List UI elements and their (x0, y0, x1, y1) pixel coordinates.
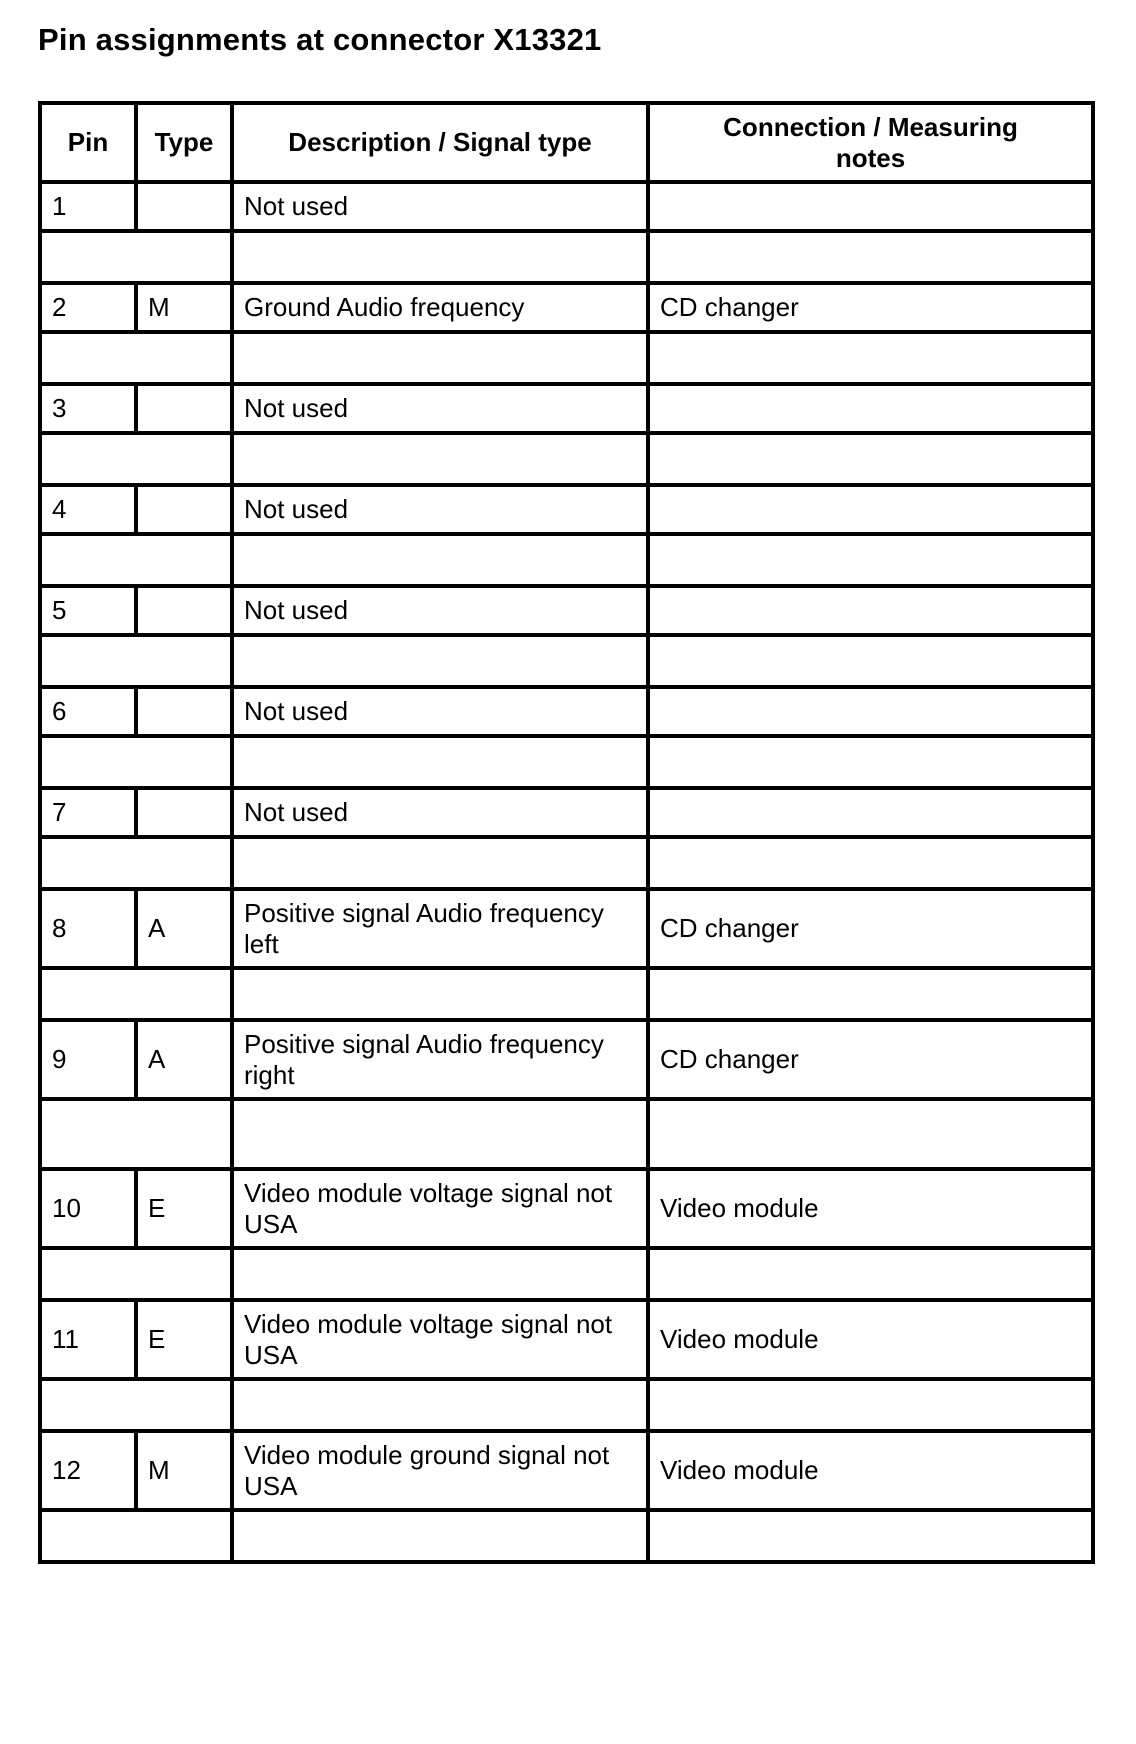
pin-cell: 5 (40, 586, 136, 635)
description-cell: Video module ground signal not USA (232, 1431, 648, 1510)
pin-cell: 1 (40, 182, 136, 231)
connection-cell (648, 182, 1093, 231)
type-cell: E (136, 1169, 232, 1248)
spacer-cell (40, 736, 232, 788)
description-cell: Ground Audio frequency (232, 283, 648, 332)
pin-cell: 12 (40, 1431, 136, 1510)
table-row (40, 182, 1093, 231)
pin-cell: 2 (40, 283, 136, 332)
description-cell: Video module voltage signal not USA (232, 1169, 648, 1248)
table-header-row (40, 103, 1093, 182)
spacer-cell (40, 534, 232, 586)
spacer-cell (232, 1379, 648, 1431)
connection-cell (648, 687, 1093, 736)
description-cell: Not used (232, 182, 648, 231)
description-cell: Not used (232, 788, 648, 837)
page-title: Pin assignments at connector X13321 (38, 22, 602, 57)
spacer-row (40, 837, 1093, 889)
pin-cell: 6 (40, 687, 136, 736)
type-cell (136, 485, 232, 534)
connection-cell (648, 586, 1093, 635)
spacer-cell (648, 1248, 1093, 1300)
connection-cell: Video module (648, 1431, 1093, 1510)
spacer-cell (648, 1099, 1093, 1169)
spacer-cell (40, 635, 232, 687)
spacer-row (40, 1510, 1093, 1562)
header-description: Description / Signal type (232, 103, 648, 182)
spacer-cell (40, 968, 232, 1020)
spacer-cell (232, 332, 648, 384)
spacer-cell (648, 1510, 1093, 1562)
table-row (40, 687, 1093, 736)
spacer-cell (232, 231, 648, 283)
spacer-row (40, 534, 1093, 586)
spacer-cell (648, 968, 1093, 1020)
spacer-cell (648, 332, 1093, 384)
description-cell: Not used (232, 687, 648, 736)
description-cell: Positive signal Audio frequency left (232, 889, 648, 968)
table-row (40, 1020, 1093, 1099)
table-row (40, 384, 1093, 433)
spacer-cell (40, 231, 232, 283)
spacer-row (40, 433, 1093, 485)
spacer-row (40, 736, 1093, 788)
spacer-cell (648, 433, 1093, 485)
spacer-row (40, 332, 1093, 384)
spacer-cell (232, 736, 648, 788)
spacer-cell (648, 635, 1093, 687)
spacer-row (40, 1099, 1093, 1169)
pin-cell: 4 (40, 485, 136, 534)
description-cell: Positive signal Audio frequency right (232, 1020, 648, 1099)
spacer-row (40, 1379, 1093, 1431)
spacer-row (40, 968, 1093, 1020)
spacer-cell (232, 1510, 648, 1562)
table-row (40, 1431, 1093, 1510)
spacer-row (40, 1248, 1093, 1300)
spacer-cell (648, 837, 1093, 889)
description-cell: Video module voltage signal not USA (232, 1300, 648, 1379)
connection-cell: Video module (648, 1169, 1093, 1248)
type-cell: M (136, 283, 232, 332)
spacer-cell (232, 1099, 648, 1169)
spacer-row (40, 231, 1093, 283)
table-row (40, 586, 1093, 635)
table-row (40, 1169, 1093, 1248)
type-cell: M (136, 1431, 232, 1510)
table-row (40, 485, 1093, 534)
pin-cell: 11 (40, 1300, 136, 1379)
header-connection: Connection / Measuring notes (648, 103, 1093, 182)
connection-cell: Video module (648, 1300, 1093, 1379)
spacer-cell (232, 1248, 648, 1300)
spacer-cell (40, 837, 232, 889)
pin-cell: 9 (40, 1020, 136, 1099)
connection-cell: CD changer (648, 1020, 1093, 1099)
spacer-cell (232, 635, 648, 687)
pin-cell: 7 (40, 788, 136, 837)
type-cell (136, 384, 232, 433)
type-cell (136, 788, 232, 837)
pin-assignment-table (38, 101, 1095, 1564)
table-row (40, 283, 1093, 332)
spacer-cell (648, 534, 1093, 586)
header-type: Type (136, 103, 232, 182)
type-cell: E (136, 1300, 232, 1379)
spacer-cell (40, 1248, 232, 1300)
spacer-cell (232, 534, 648, 586)
type-cell: A (136, 1020, 232, 1099)
spacer-cell (40, 1099, 232, 1169)
spacer-cell (648, 736, 1093, 788)
connection-cell: CD changer (648, 283, 1093, 332)
pin-cell: 3 (40, 384, 136, 433)
spacer-row (40, 635, 1093, 687)
description-cell: Not used (232, 384, 648, 433)
spacer-cell (40, 1510, 232, 1562)
type-cell (136, 182, 232, 231)
description-cell: Not used (232, 485, 648, 534)
type-cell (136, 586, 232, 635)
spacer-cell (648, 1379, 1093, 1431)
header-pin: Pin (40, 103, 136, 182)
connection-cell (648, 788, 1093, 837)
pin-cell: 8 (40, 889, 136, 968)
type-cell: A (136, 889, 232, 968)
table-row (40, 788, 1093, 837)
connection-cell (648, 485, 1093, 534)
spacer-cell (648, 231, 1093, 283)
spacer-cell (232, 837, 648, 889)
spacer-cell (232, 433, 648, 485)
spacer-cell (40, 1379, 232, 1431)
pin-cell: 10 (40, 1169, 136, 1248)
connection-cell: CD changer (648, 889, 1093, 968)
table-row (40, 889, 1093, 968)
description-cell: Not used (232, 586, 648, 635)
connection-cell (648, 384, 1093, 433)
spacer-cell (40, 433, 232, 485)
table-row (40, 1300, 1093, 1379)
spacer-cell (40, 332, 232, 384)
type-cell (136, 687, 232, 736)
spacer-cell (232, 968, 648, 1020)
